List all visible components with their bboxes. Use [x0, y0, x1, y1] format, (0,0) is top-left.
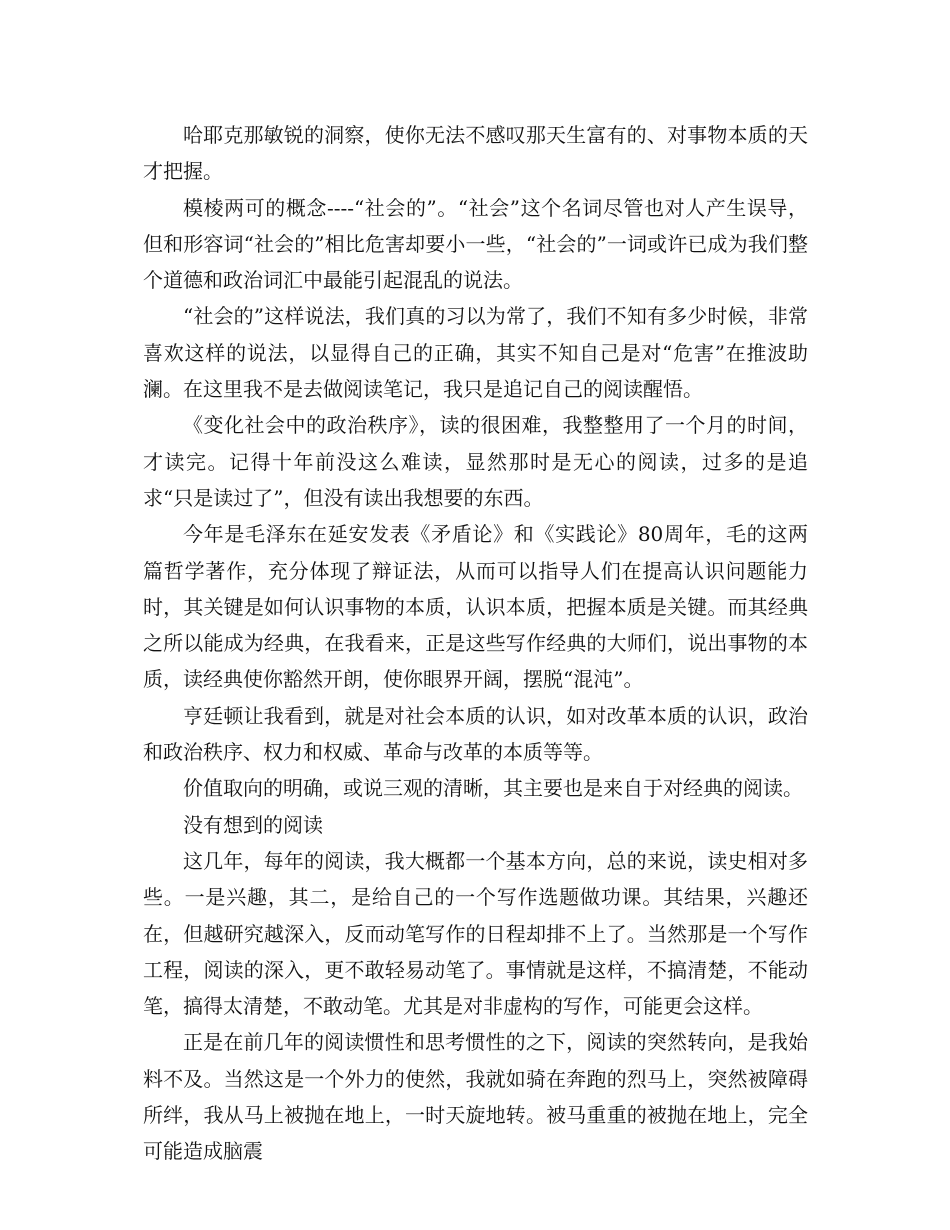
section-heading-unexpected-reading: 没有想到的阅读 — [183, 812, 323, 837]
paragraph-reading-shift: 正是在前几年的阅读惯性和思考惯性的之下，阅读的突然转向，是我始料不及。当然这是一个外力的使然，我就如骑在奔跑的烈马上，突然被障碍所绊，我从马上被抛在地上，一时天旋地转。被马重重的被抛在地上，完全可能造成脑震 — [143, 1030, 808, 1164]
document-body — [143, 117, 808, 1170]
paragraph-values: 价值取向的明确，或说三观的清晰，其主要也是来自于对经典的阅读。 — [183, 776, 803, 801]
paragraph-mao-anniversary: 今年是毛泽东在延安发表《矛盾论》和《实践论》80周年，毛的这两篇哲学著作，充分体现了辩证法，从而可以指导人们在提高认识问题能力时，其关键是如何认识事物的本质，认识本质，把握本质是关键。而其经典之所以能成为经典，在我看来，正是这些写作经典的大师们，说出事物的本质，读经典使你豁然开朗，使你眼界开阔，摆脱“混沌”。 — [143, 522, 808, 692]
paragraph-ambiguous-concept: 模棱两可的概念----“社会的”。“社会”这个名词尽管也对人产生误导，但和形容词“社会的”相比危害却要小一些，“社会的”一词或许已成为我们整个道德和政治词汇中最能引起混乱的说法。 — [143, 195, 808, 293]
paragraph-political-order: 《变化社会中的政治秩序》，读的很困难，我整整用了一个月的时间，才读完。记得十年前没这么难读，显然那时是无心的阅读，过多的是追求“只是读过了”，但没有读出我想要的东西。 — [143, 413, 808, 510]
paragraph-huntington: 亨廷顿让我看到，就是对社会本质的认识，如对改革本质的认识，政治和政治秩序、权力和权威、革命与改革的本质等等。 — [143, 703, 808, 765]
paragraph-hayek-insight: 哈耶克那敏锐的洞察，使你无法不感叹那天生富有的、对事物本质的天才把握。 — [143, 123, 808, 184]
paragraph-yearly-reading: 这几年，每年的阅读，我大概都一个基本方向，总的来说，读史相对多些。一是兴趣，其二，是给自己的一个写作选题做功课。其结果，兴趣还在，但越研究越深入，反而动笔写作的日程却排不上了。当然那是一个写作工程，阅读的深入，更不敢轻易动笔了。事情就是这样，不搞清楚，不能动笔，搞得太清楚，不敢动笔。尤其是对非虚构的写作，可能更会这样。 — [143, 848, 808, 1019]
paragraph-social-usage: “社会的”这样说法，我们真的习以为常了，我们不知有多少时候，非常喜欢这样的说法，以显得自己的正确，其实不知自己是对“危害”在推波助澜。在这里我不是去做阅读笔记，我只是追记自己的阅读醒悟。 — [143, 304, 808, 402]
